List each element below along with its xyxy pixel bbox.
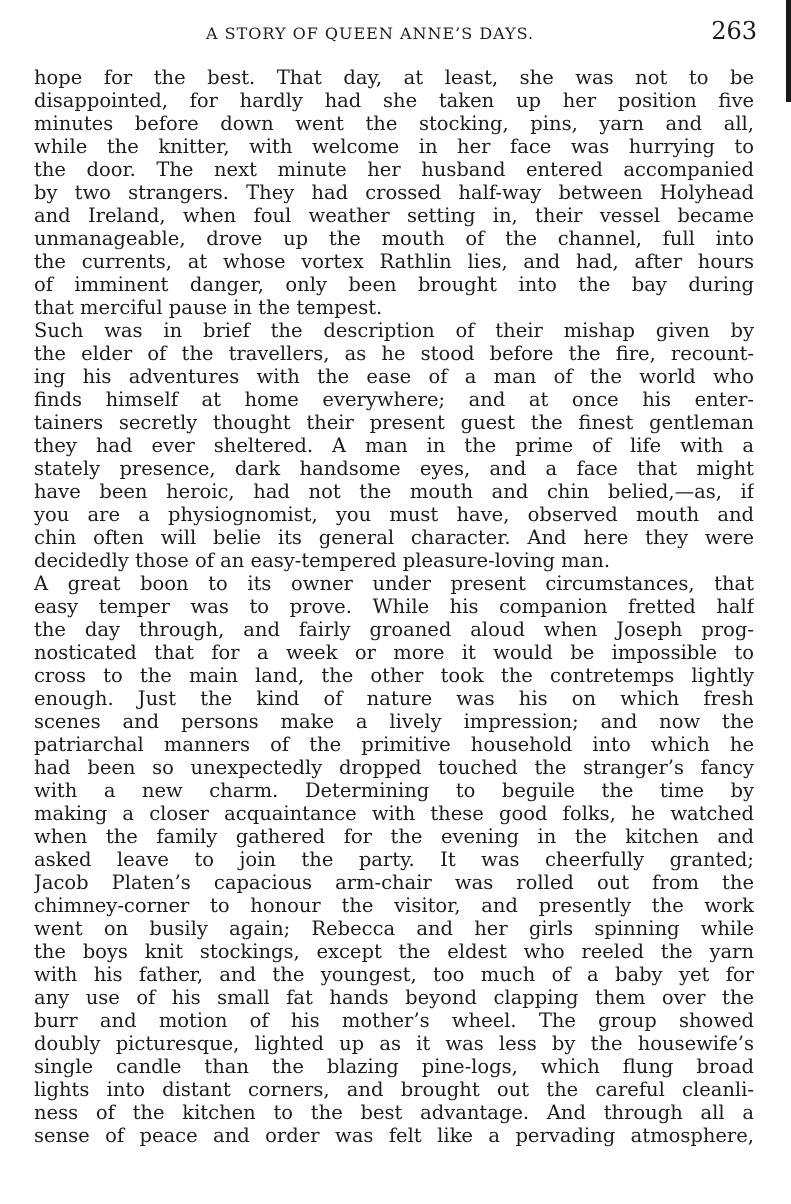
- text-line: A great boon to its owner under present circumstances, that: [34, 572, 754, 595]
- text-line: with his father, and the youngest, too much of a baby yet for: [34, 963, 754, 986]
- text-line: while the knitter, with welcome in her face was hurrying to: [34, 135, 754, 158]
- text-line: the day through, and fairly groaned aloud when Joseph prog-: [34, 618, 754, 641]
- text-line: stately presence, dark handsome eyes, and a face that might: [34, 457, 754, 480]
- text-line: cross to the main land, the other took the contretemps lightly: [34, 664, 754, 687]
- text-line: scenes and persons make a lively impression; and now the: [34, 710, 754, 733]
- text-line: you are a physiognomist, you must have, observed mouth and: [34, 503, 754, 526]
- text-line: lights into distant corners, and brought out the careful cleanli-: [34, 1078, 754, 1101]
- text-line: the elder of the travellers, as he stood before the fire, recount-: [34, 342, 754, 365]
- text-line: by two strangers. They had crossed half-way between Holyhead: [34, 181, 754, 204]
- text-line: sense of peace and order was felt like a pervading atmosphere,: [34, 1124, 754, 1147]
- text-line: the currents, at whose vortex Rathlin lies, and had, after hours: [34, 250, 754, 273]
- text-line: they had ever sheltered. A man in the prime of life with a: [34, 434, 754, 457]
- text-line: finds himself at home everywhere; and at once his enter-: [34, 388, 754, 411]
- text-line: enough. Just the kind of nature was his on which fresh: [34, 687, 754, 710]
- text-line: have been heroic, had not the mouth and chin belied,—as, if: [34, 480, 754, 503]
- text-line: the door. The next minute her husband entered accompanied: [34, 158, 754, 181]
- text-line: unmanageable, drove up the mouth of the channel, full into: [34, 227, 754, 250]
- text-line: ing his adventures with the ease of a man of the world who: [34, 365, 754, 388]
- text-line: chimney-corner to honour the visitor, and presently the work: [34, 894, 754, 917]
- text-line: chin often will belie its general character. And here they were: [34, 526, 754, 549]
- text-line: making a closer acquaintance with these good folks, he watched: [34, 802, 754, 825]
- text-line: minutes before down went the stocking, pins, yarn and all,: [34, 112, 754, 135]
- text-line: when the family gathered for the evening in the kitchen and: [34, 825, 754, 848]
- text-line: of imminent danger, only been brought into the bay during: [34, 273, 754, 296]
- text-line: asked leave to join the party. It was cheerfully granted;: [34, 848, 754, 871]
- running-head: [0, 16, 791, 46]
- text-line: hope for the best. That day, at least, she was not to be: [34, 66, 754, 89]
- text-line: burr and motion of his mother’s wheel. The group showed: [34, 1009, 754, 1032]
- text-line: Jacob Platen’s capacious arm-chair was rolled out from the: [34, 871, 754, 894]
- body-text: [34, 66, 754, 1147]
- text-line: with a new charm. Determining to beguile the time by: [34, 779, 754, 802]
- text-line: went on busily again; Rebecca and her girls spinning while: [34, 917, 754, 940]
- text-line: ness of the kitchen to the best advantage. And through all a: [34, 1101, 754, 1124]
- page-edge-rule: [786, 0, 791, 102]
- text-line: doubly picturesque, lighted up as it was less by the housewife’s: [34, 1032, 754, 1055]
- text-line: single candle than the blazing pine-logs, which flung broad: [34, 1055, 754, 1078]
- text-line: patriarchal manners of the primitive household into which he: [34, 733, 754, 756]
- text-line: decidedly those of an easy-tempered pleasure-loving man.: [34, 549, 611, 572]
- text-line: any use of his small fat hands beyond clapping them over the: [34, 986, 754, 1009]
- text-line: tainers secretly thought their present guest the finest gentleman: [34, 411, 754, 434]
- running-title: A STORY OF QUEEN ANNE’S DAYS.: [206, 24, 535, 43]
- text-line: disappointed, for hardly had she taken up her position five: [34, 89, 754, 112]
- text-line: that merciful pause in the tempest.: [34, 296, 383, 319]
- text-line: nosticated that for a week or more it would be impossible to: [34, 641, 754, 664]
- page-number: 263: [711, 17, 757, 45]
- text-line: the boys knit stockings, except the eldest who reeled the yarn: [34, 940, 754, 963]
- text-line: and Ireland, when foul weather setting in, their vessel became: [34, 204, 754, 227]
- text-line: easy temper was to prove. While his companion fretted half: [34, 595, 754, 618]
- text-line: Such was in brief the description of their mishap given by: [34, 319, 754, 342]
- text-line: had been so unexpectedly dropped touched the stranger’s fancy: [34, 756, 754, 779]
